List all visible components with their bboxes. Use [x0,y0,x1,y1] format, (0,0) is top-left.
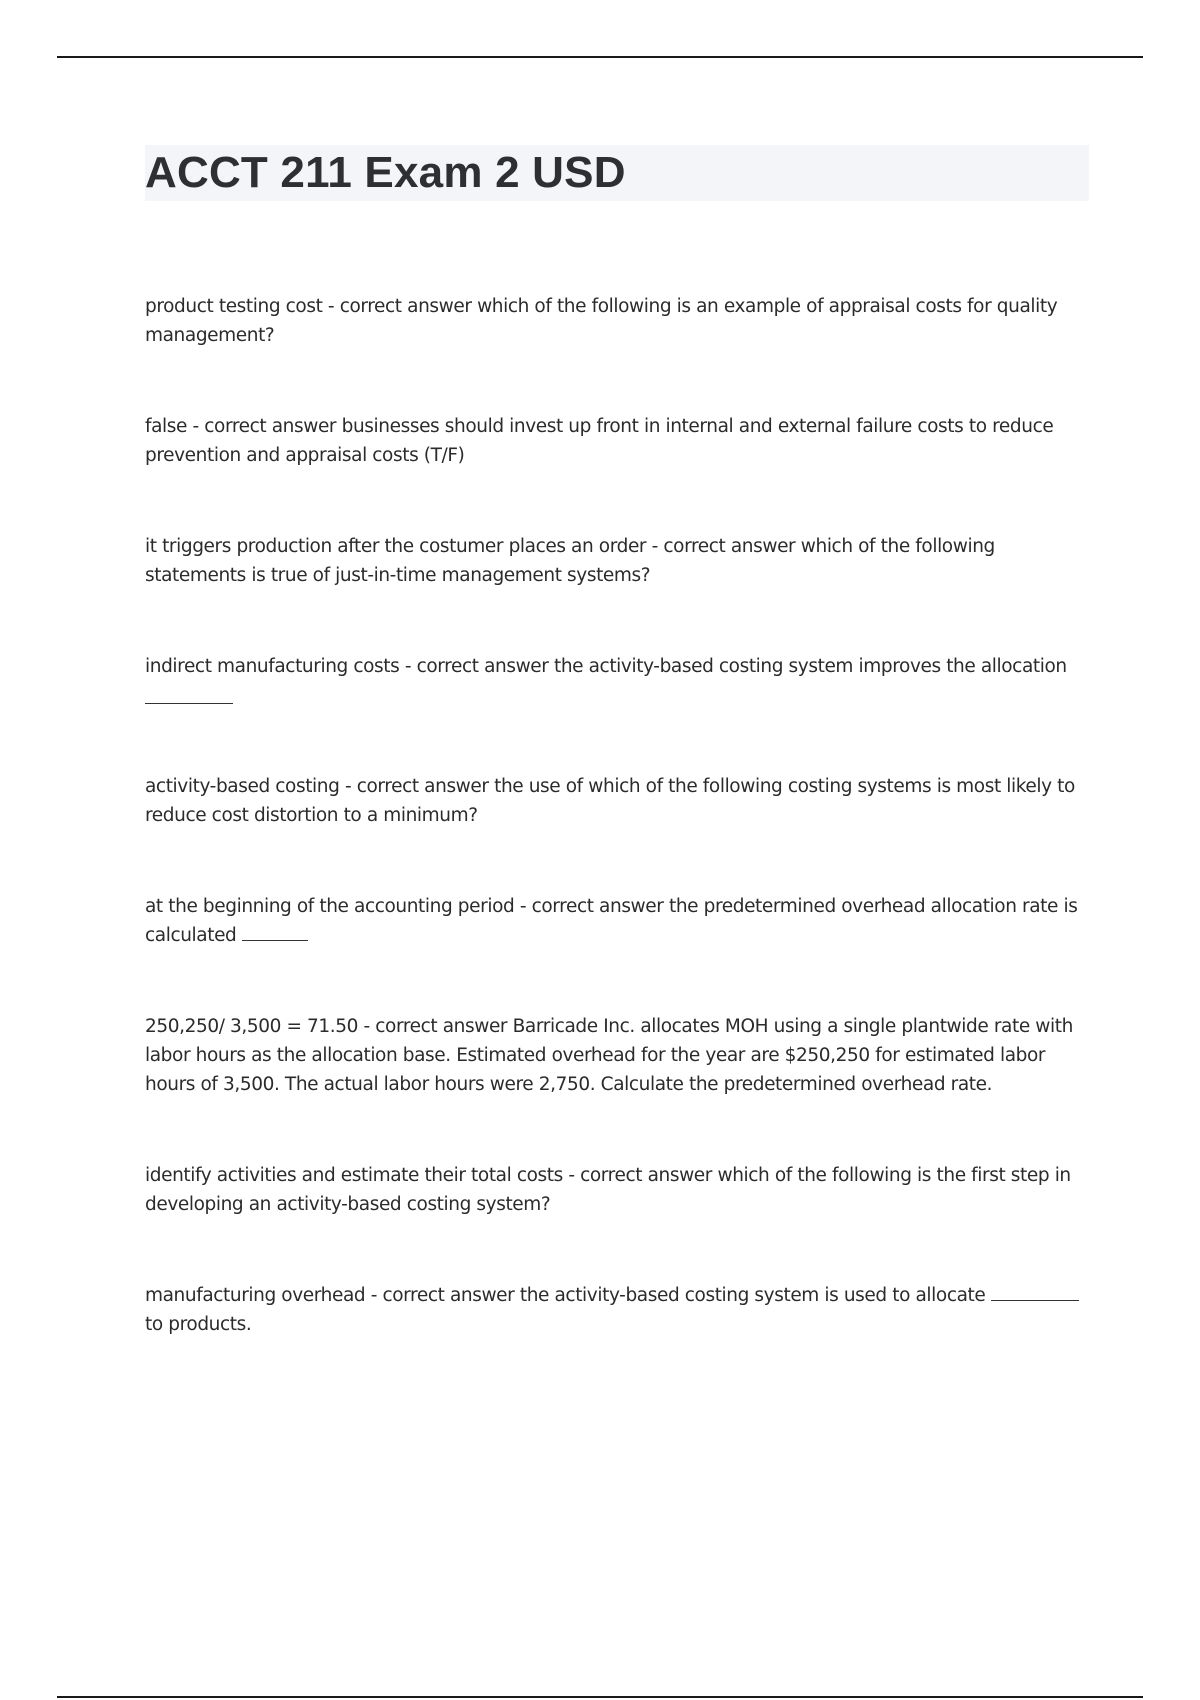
question-text-after: to products. [145,1314,252,1335]
answer-text: false [145,416,188,437]
answer-text: identify activities and estimate their total costs [145,1165,563,1186]
question-text: the use of which of the following costing systems is most likely to reduce cost distortion to a minimum? [145,776,1075,826]
question-text: which of the following is an example of appraisal costs for quality management? [145,296,1058,346]
bottom-rule [57,1696,1143,1698]
answer-text: at the beginning of the accounting period [145,896,515,917]
question-text: the activity-based costing system is used to allocate [519,1285,986,1306]
correct-answer-label: correct answer [204,416,337,437]
qa-item [145,1012,1095,1099]
separator: - [322,296,340,317]
answer-text: indirect manufacturing costs [145,656,400,677]
separator: - [365,1285,383,1306]
qa-item [145,892,1095,950]
question-text: businesses should invest up front in internal and external failure costs to reduce prevention and appraisal costs (T/F) [145,416,1054,466]
qa-item [145,532,1095,590]
question-text: the predetermined overhead allocation rate is calculated [145,896,1078,946]
separator: - [399,656,417,677]
qa-item [145,772,1095,830]
answer-text: it triggers production after the costumer places an order [145,536,647,557]
answer-text: manufacturing overhead [145,1285,366,1306]
qa-item [145,652,1095,704]
separator: - [646,536,664,557]
answer-blank [145,703,233,704]
answer-blank [991,1299,1079,1301]
question-text: the activity-based costing system improves the allocation [553,656,1067,677]
document-title: ACCT 211 Exam 2 USD [145,148,626,197]
correct-answer-label: correct answer [580,1165,712,1186]
correct-answer-label: correct answer [531,896,664,917]
separator: - [514,896,532,917]
qa-item [145,412,1095,470]
correct-answer-label: correct answer [382,1285,515,1306]
qa-item [145,1161,1095,1219]
top-rule [57,56,1143,58]
separator: - [562,1165,581,1186]
answer-text: product testing cost [145,296,323,317]
question-text: which of the following is the first step in developing an activity-based costing system? [145,1165,1071,1215]
separator: - [339,776,357,797]
qa-item [145,1281,1095,1339]
answer-blank [242,939,308,941]
answer-text: activity-based costing [145,776,340,797]
question-text: which of the following statements is true of just-in-time management systems? [145,536,995,586]
answer-text: 250,250/ 3,500 = 71.50 [145,1016,359,1037]
correct-answer-label: correct answer [663,536,796,557]
qa-item [145,292,1095,350]
correct-answer-label: correct answer [356,776,489,797]
separator: - [187,416,205,437]
correct-answer-label: correct answer [416,656,549,677]
question-text: Barricade Inc. allocates MOH using a single plantwide rate with labor hours as the allocation base. Estimated overhead for the year are $250,250 for estimated labor hours of 3,500. The actual labor hours were 2,750. Calculate the predetermined overhead rate. [145,1016,1073,1095]
separator: - [358,1016,376,1037]
correct-answer-label: correct answer [375,1016,508,1037]
correct-answer-label: correct answer [339,296,472,317]
